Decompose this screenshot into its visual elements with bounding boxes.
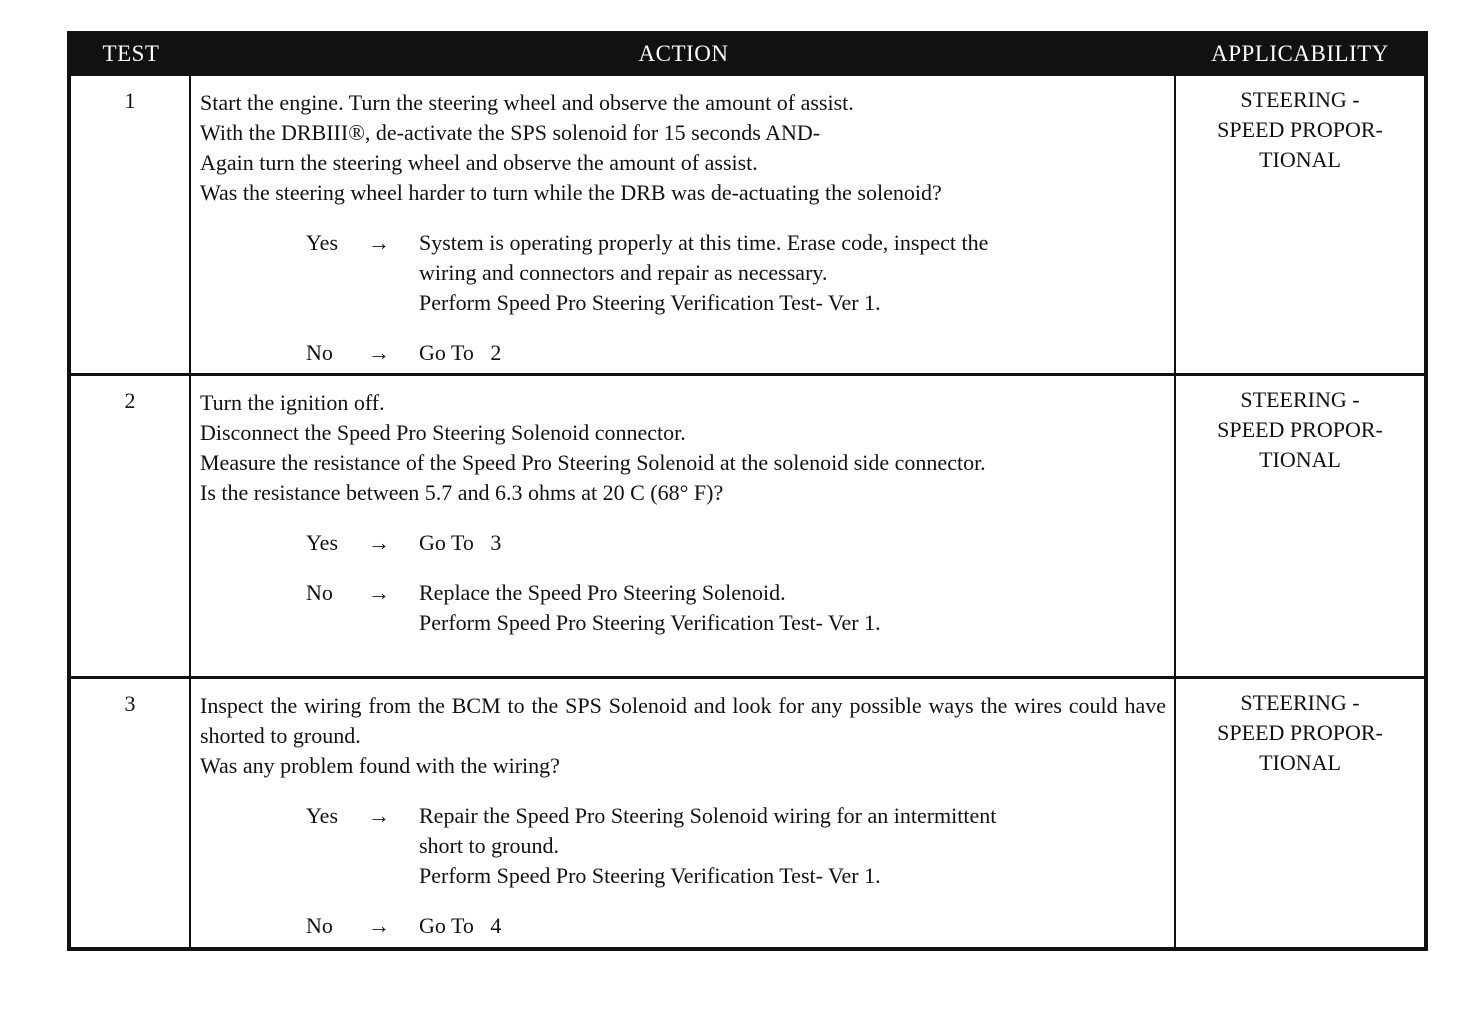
applicability-line: SPEED PROPOR- (1217, 417, 1383, 442)
no-answer (200, 911, 1166, 941)
action-cell (191, 76, 1176, 373)
answer-line: Go To 2 (419, 340, 502, 365)
no-answer (200, 338, 1166, 368)
answer-line: short to ground. (419, 833, 559, 858)
question-line: Start the engine. Turn the steering wheel and observe the amount of assist. (200, 90, 854, 115)
test-number: 1 (71, 76, 191, 373)
table-row (71, 676, 1424, 947)
arrow-icon: → (368, 230, 390, 255)
table-header (71, 35, 1424, 73)
applicability-line: STEERING - (1240, 387, 1360, 412)
applicability-line: TIONAL (1259, 447, 1341, 472)
answer-line: Go To 4 (419, 913, 502, 938)
yes-label: Yes (306, 230, 339, 255)
question-line: Is the resistance between 5.7 and 6.3 ohms at 20 C (68° F)? (200, 480, 724, 505)
applicability-line: TIONAL (1259, 147, 1341, 172)
no-label: No (306, 580, 333, 605)
header-test: TEST (102, 41, 160, 66)
test-number: 2 (71, 376, 191, 676)
arrow-icon: → (368, 580, 390, 605)
question-text (200, 388, 1166, 508)
diagnostic-table (67, 31, 1428, 951)
yes-text (419, 801, 1166, 891)
test-number: 3 (71, 679, 191, 947)
answer-line: System is operating properly at this time. Erase code, inspect the (419, 230, 989, 255)
no-text (419, 911, 1166, 941)
yes-answer (200, 801, 1166, 891)
no-label: No (306, 913, 333, 938)
arrow-icon: → (368, 530, 390, 555)
applicability-cell (1176, 76, 1424, 373)
applicability-cell (1176, 376, 1424, 676)
question-line: Disconnect the Speed Pro Steering Solenoid connector. (200, 420, 686, 445)
action-cell (191, 679, 1176, 947)
applicability-line: STEERING - (1240, 87, 1360, 112)
answer-line: Perform Speed Pro Steering Verification Test- Ver 1. (419, 610, 881, 635)
question-text (200, 691, 1166, 781)
yes-text (419, 528, 1166, 558)
header-applicability: APPLICABILITY (1211, 41, 1389, 66)
header-action: ACTION (638, 41, 729, 66)
applicability-line: SPEED PROPOR- (1217, 117, 1383, 142)
answer-line: Repair the Speed Pro Steering Solenoid wiring for an intermittent (419, 803, 997, 828)
arrow-icon: → (368, 913, 390, 938)
answer-line: Perform Speed Pro Steering Verification Test- Ver 1. (419, 290, 881, 315)
question-line: Was any problem found with the wiring? (200, 753, 560, 778)
question-line: Again turn the steering wheel and observe the amount of assist. (200, 150, 758, 175)
action-cell (191, 376, 1176, 676)
applicability-line: TIONAL (1259, 750, 1341, 775)
yes-answer (200, 228, 1166, 318)
arrow-icon: → (368, 803, 390, 828)
yes-label: Yes (306, 803, 339, 828)
applicability-cell (1176, 679, 1424, 947)
question-line: Measure the resistance of the Speed Pro Steering Solenoid at the solenoid side connector. (200, 450, 986, 475)
question-line: Inspect the wiring from the BCM to the SPS Solenoid and look for any possible ways the wires could have shorted to ground. (200, 693, 1166, 748)
question-line: Was the steering wheel harder to turn while the DRB was de-actuating the solenoid? (200, 180, 942, 205)
no-text (419, 578, 1166, 638)
answer-line: Perform Speed Pro Steering Verification Test- Ver 1. (419, 863, 881, 888)
yes-answer (200, 528, 1166, 558)
answer-line: Go To 3 (419, 530, 502, 555)
question-line: Turn the ignition off. (200, 390, 385, 415)
yes-label: Yes (306, 530, 339, 555)
table-row (71, 373, 1424, 676)
no-answer (200, 578, 1166, 638)
applicability-line: STEERING - (1240, 690, 1360, 715)
no-label: No (306, 340, 333, 365)
question-line: With the DRBIII®, de-activate the SPS solenoid for 15 seconds AND- (200, 120, 821, 145)
answer-line: wiring and connectors and repair as necessary. (419, 260, 828, 285)
arrow-icon: → (368, 340, 390, 365)
answer-line: Replace the Speed Pro Steering Solenoid. (419, 580, 786, 605)
yes-text (419, 228, 1166, 318)
question-text (200, 88, 1166, 208)
no-text (419, 338, 1166, 368)
applicability-line: SPEED PROPOR- (1217, 720, 1383, 745)
table-row (71, 73, 1424, 373)
